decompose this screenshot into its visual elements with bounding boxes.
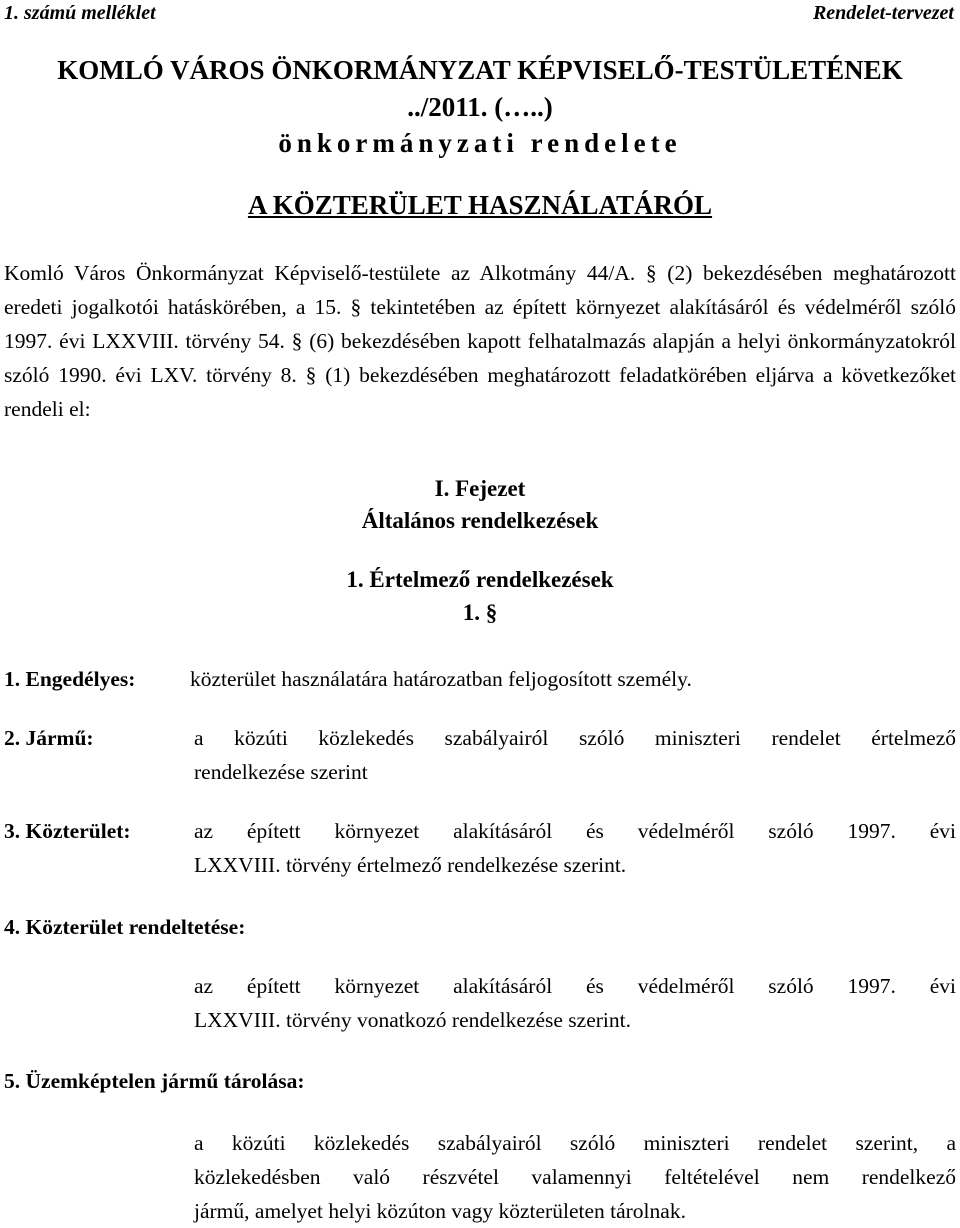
definition-5-line: a közúti közlekedés szabályairól szóló miniszteri rendelet szerint, a [194, 1131, 956, 1155]
draft-label: Rendelet-tervezet [812, 2, 954, 24]
definition-3-label [4, 814, 131, 848]
definition-3-text [194, 814, 956, 882]
definition-2-term: Jármű: [25, 726, 94, 750]
preamble: Komló Város Önkormányzat Képviselő-testülete az Alkotmány 44/A. § (2) bekezdésében meghatározott eredeti jogalkotói hatáskörében, a 15. § tekintetében az épített környezet alakításáról és védelméről szóló 1997. évi LXXVIII. törvény 54. § (6) bekezdésében kapott felhatalmazás alapján a helyi önkormányzatokról szóló 1990. évi LXV. törvény 8. § (1) bekezdésében meghatározott feladatkörében eljárva a következőket rendeli el: [4, 261, 956, 421]
definition-4-line: az épített környezet alakításáról és védelméről szóló 1997. évi [194, 974, 956, 998]
definition-2-number: 2. [4, 726, 21, 750]
definition-2-line: rendelkezése szerint [194, 760, 368, 784]
annex-label: 1. számú melléklet [4, 2, 156, 24]
definition-5-line: közlekedésben való részvétel valamennyi feltételével nem rendelkező [194, 1165, 956, 1189]
definition-3-number: 3. [4, 819, 21, 843]
definition-4-line: LXXVIII. törvény vonatkozó rendelkezése szerint. [194, 1008, 631, 1032]
definition-2-label [4, 721, 94, 755]
council-title: KOMLÓ VÁROS ÖNKORMÁNYZAT KÉPVISELŐ-TESTÜLETÉNEK [57, 55, 903, 85]
definition-3-line: az épített környezet alakításáról és védelméről szóló 1997. évi [194, 819, 956, 843]
definition-1-label [4, 662, 135, 696]
decree-type: önkormányzati rendelete [278, 128, 682, 158]
definition-5-label [4, 1064, 305, 1098]
definition-2-line: a közúti közlekedés szabályairól szóló miniszteri rendelet értelmező [194, 726, 956, 750]
chapter-title: Általános rendelkezések [361, 508, 599, 533]
definition-3-line: LXXVIII. törvény értelmező rendelkezése szerint. [194, 853, 627, 877]
definition-5-text [194, 1126, 956, 1228]
definition-5-term: Üzemképtelen jármű tárolása: [25, 1069, 305, 1093]
decree-number: ../2011. (…..) [407, 92, 553, 122]
definition-2-text [194, 721, 956, 789]
chapter-number: I. Fejezet [434, 476, 526, 501]
definition-4-label [4, 910, 245, 944]
definition-5-number: 5. [4, 1069, 21, 1093]
definition-1-number: 1. [4, 667, 21, 691]
paragraph-mark: 1. § [462, 600, 498, 625]
definition-4-text [194, 969, 956, 1037]
definition-1-text: közterület használatára határozatban feljogosított személy. [190, 667, 692, 691]
definition-4-number: 4. [4, 915, 21, 939]
definition-5-line: jármű, amelyet helyi közúton vagy közterületen tárolnak. [194, 1199, 686, 1223]
definition-3-term: Közterület: [25, 819, 131, 843]
decree-subject: A KÖZTERÜLET HASZNÁLATÁRÓL [247, 190, 713, 220]
section-title: 1. Értelmező rendelkezések [346, 567, 614, 592]
definition-1-term: Engedélyes: [25, 667, 136, 691]
definition-4-term: Közterület rendeltetése: [25, 915, 246, 939]
